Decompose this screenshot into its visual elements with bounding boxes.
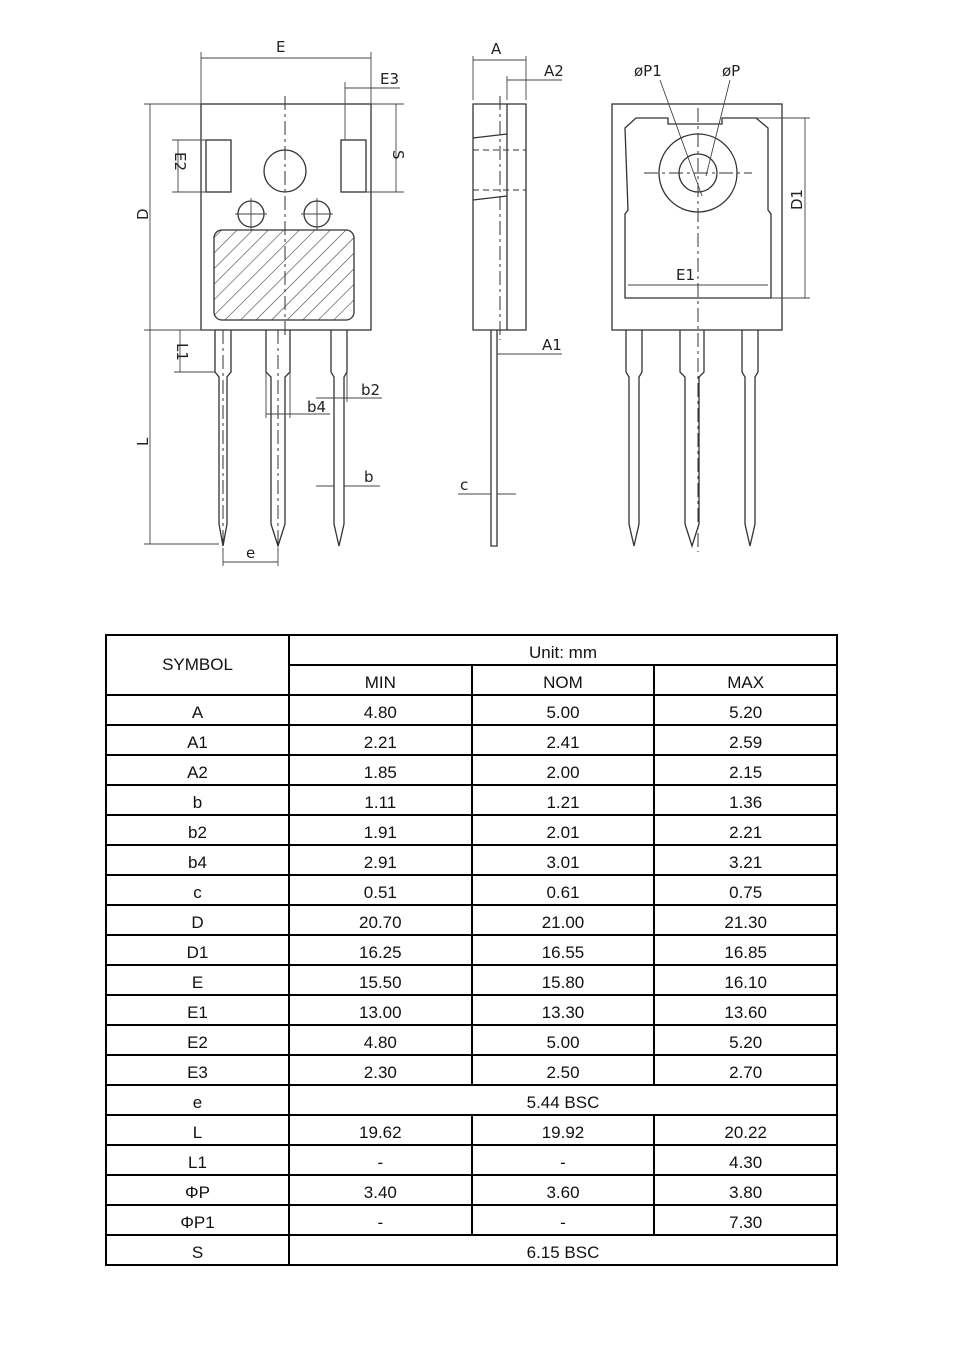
nom-cell: 19.92 [472, 1115, 655, 1145]
symbol-cell: A [106, 695, 289, 725]
nom-cell: 15.80 [472, 965, 655, 995]
nom-cell: 2.01 [472, 815, 655, 845]
symbol-cell: A2 [106, 755, 289, 785]
min-cell: 2.21 [289, 725, 472, 755]
min-cell: 4.80 [289, 1025, 472, 1055]
nom-cell: 1.21 [472, 785, 655, 815]
nom-cell: 3.01 [472, 845, 655, 875]
min-cell: 20.70 [289, 905, 472, 935]
nom-cell: 5.00 [472, 1025, 655, 1055]
nom-cell: 2.00 [472, 755, 655, 785]
nom-cell: 3.60 [472, 1175, 655, 1205]
symbol-cell: ΦP [106, 1175, 289, 1205]
label-e: e [246, 544, 256, 562]
table-row [106, 1025, 837, 1055]
nom-cell: 13.30 [472, 995, 655, 1025]
max-cell: 3.80 [654, 1175, 837, 1205]
nom-cell: 16.55 [472, 935, 655, 965]
symbol-cell: b [106, 785, 289, 815]
table-row [106, 845, 837, 875]
label-A: A [491, 40, 502, 58]
min-cell: 19.62 [289, 1115, 472, 1145]
table-row [106, 935, 837, 965]
label-b4: b4 [307, 398, 327, 416]
max-cell: 2.70 [654, 1055, 837, 1085]
min-cell: 2.30 [289, 1055, 472, 1085]
max-cell: 1.36 [654, 785, 837, 815]
symbol-cell: D [106, 905, 289, 935]
table-row [106, 785, 837, 815]
min-cell: 1.85 [289, 755, 472, 785]
table-row [106, 1175, 837, 1205]
max-header: MAX [654, 665, 837, 695]
nom-cell: 2.41 [472, 725, 655, 755]
label-L1: L1 [173, 343, 191, 361]
symbol-cell: c [106, 875, 289, 905]
symbol-cell: E [106, 965, 289, 995]
table-row [106, 965, 837, 995]
table-row [106, 1085, 837, 1115]
symbol-cell: e [106, 1085, 289, 1115]
symbol-cell: E2 [106, 1025, 289, 1055]
bsc-value-cell: 5.44 BSC [289, 1085, 837, 1115]
table-row [106, 1235, 837, 1265]
max-cell: 2.21 [654, 815, 837, 845]
label-A1: A1 [542, 336, 562, 354]
min-cell: 1.91 [289, 815, 472, 845]
max-cell: 0.75 [654, 875, 837, 905]
min-cell: 1.11 [289, 785, 472, 815]
label-c: c [460, 476, 469, 494]
table-row [106, 755, 837, 785]
label-E1: E1 [676, 266, 696, 284]
max-cell: 21.30 [654, 905, 837, 935]
table-row [106, 815, 837, 845]
max-cell: 5.20 [654, 1025, 837, 1055]
max-cell: 16.10 [654, 965, 837, 995]
symbol-cell: L1 [106, 1145, 289, 1175]
side-view [458, 40, 564, 546]
max-cell: 20.22 [654, 1115, 837, 1145]
dimension-table [105, 634, 838, 1266]
label-A2: A2 [544, 62, 564, 80]
table-row [106, 905, 837, 935]
max-cell: 2.59 [654, 725, 837, 755]
min-cell: 15.50 [289, 965, 472, 995]
unit-header: Unit: mm [289, 635, 837, 665]
bsc-value-cell: 6.15 BSC [289, 1235, 837, 1265]
min-cell: 3.40 [289, 1175, 472, 1205]
label-E: E [276, 38, 286, 56]
symbol-cell: b2 [106, 815, 289, 845]
nom-cell: - [472, 1145, 655, 1175]
label-L: L [134, 437, 152, 446]
table-row [106, 695, 837, 725]
table-row [106, 1145, 837, 1175]
nom-cell: 5.00 [472, 695, 655, 725]
symbol-cell: A1 [106, 725, 289, 755]
max-cell: 16.85 [654, 935, 837, 965]
min-cell: 0.51 [289, 875, 472, 905]
max-cell: 2.15 [654, 755, 837, 785]
nom-header: NOM [472, 665, 655, 695]
dimension-table-body [106, 635, 837, 1265]
label-b2: b2 [361, 381, 381, 399]
label-D: D [134, 208, 152, 220]
symbol-cell: b4 [106, 845, 289, 875]
label-E3: E3 [380, 70, 400, 88]
package-outline-drawing [0, 0, 960, 600]
nom-cell: 0.61 [472, 875, 655, 905]
min-header: MIN [289, 665, 472, 695]
nom-cell: 2.50 [472, 1055, 655, 1085]
front-view [134, 38, 407, 566]
label-phiP1: øP1 [634, 62, 662, 80]
min-cell: 2.91 [289, 845, 472, 875]
max-cell: 3.21 [654, 845, 837, 875]
max-cell: 5.20 [654, 695, 837, 725]
label-S: S [389, 150, 407, 160]
min-cell: - [289, 1145, 472, 1175]
nom-cell: - [472, 1205, 655, 1235]
min-cell: - [289, 1205, 472, 1235]
symbol-cell: S [106, 1235, 289, 1265]
table-row [106, 1055, 837, 1085]
table-row [106, 995, 837, 1025]
max-cell: 7.30 [654, 1205, 837, 1235]
min-cell: 13.00 [289, 995, 472, 1025]
max-cell: 13.60 [654, 995, 837, 1025]
table-row [106, 1205, 837, 1235]
table-row [106, 725, 837, 755]
nom-cell: 21.00 [472, 905, 655, 935]
label-E2: E2 [171, 152, 189, 172]
min-cell: 4.80 [289, 695, 472, 725]
table-header-row [106, 635, 837, 665]
symbol-cell: E1 [106, 995, 289, 1025]
label-b: b [364, 468, 374, 486]
symbol-cell: ΦP1 [106, 1205, 289, 1235]
label-phiP: øP [722, 62, 741, 80]
table-row [106, 1115, 837, 1145]
label-D1: D1 [788, 188, 806, 210]
symbol-header: SYMBOL [106, 635, 289, 695]
max-cell: 4.30 [654, 1145, 837, 1175]
symbol-cell: E3 [106, 1055, 289, 1085]
min-cell: 16.25 [289, 935, 472, 965]
symbol-cell: L [106, 1115, 289, 1145]
symbol-cell: D1 [106, 935, 289, 965]
table-row [106, 875, 837, 905]
back-view [612, 62, 810, 552]
